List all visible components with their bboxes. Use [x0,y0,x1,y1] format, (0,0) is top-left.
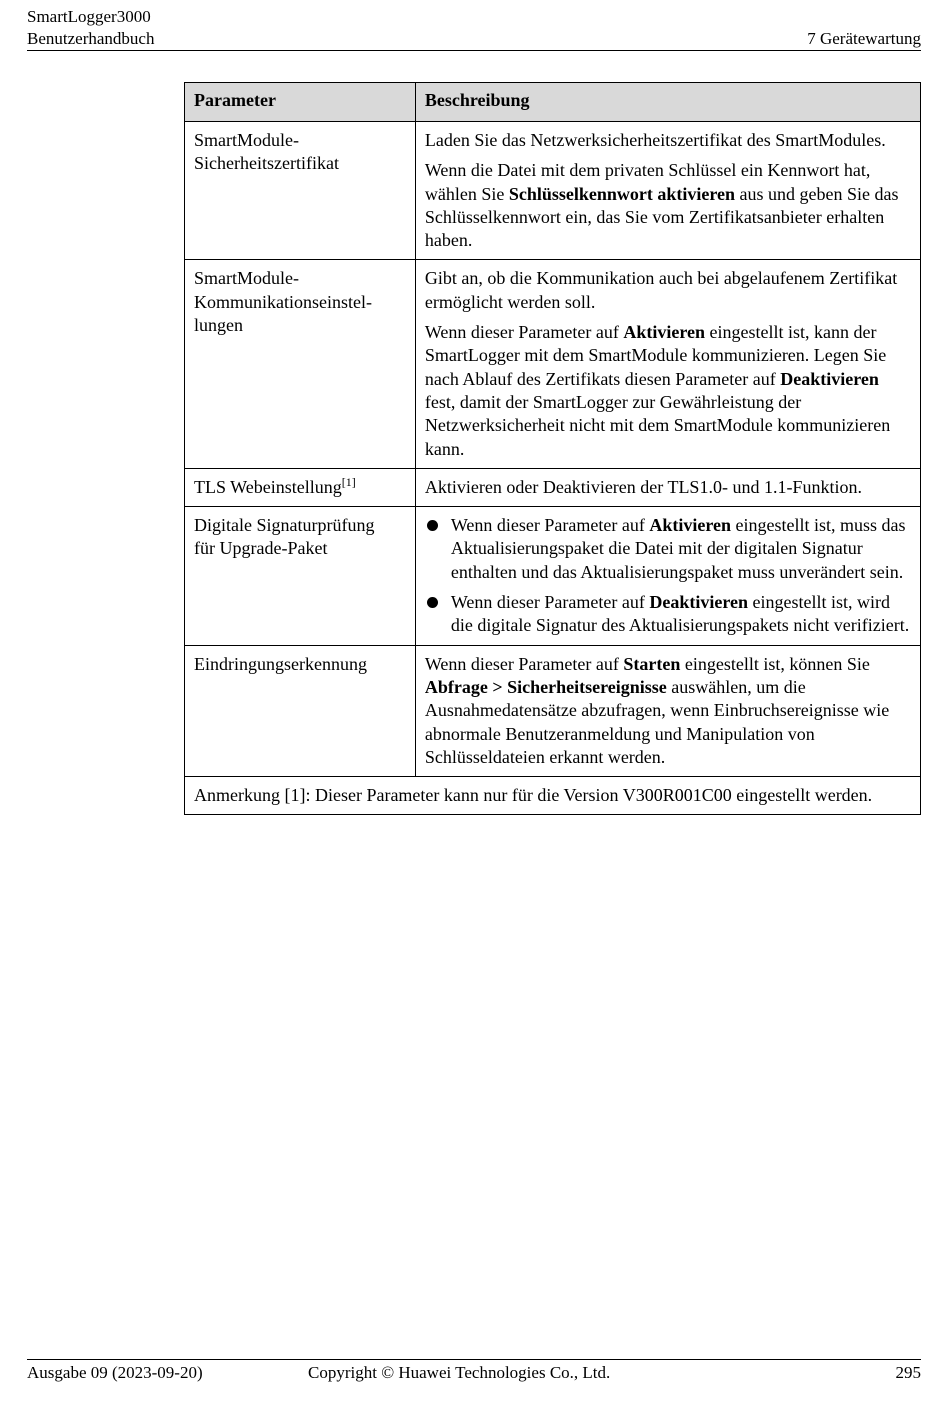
footnote-marker: [1] [341,474,356,489]
table-row [185,645,921,776]
parameter-name-line: Kommunikationseinstel- [194,291,372,312]
page-footer [27,1359,921,1390]
chapter-title: 7 Gerätewartung [807,29,921,48]
description-cell: Wenn dieser Parameter auf Starten eingestellt ist, können Sie Abfrage > Sicherheitsereignisse auswählen, um die Ausnahmedatensätze abzufragen, wenn Einbruchsereignisse wie abnormale Benutzeranmeldung und Manipulation von Schlüsseldateien erkannt werden. [415,645,920,776]
bullet-list [425,514,911,637]
column-header-description: Beschreibung [415,83,920,122]
parameter-name-line: lungen [194,315,243,336]
table-note-row [185,777,921,815]
edition-info: Ausgabe 09 (2023-09-20) [27,1363,203,1382]
page-header [27,6,921,51]
parameter-cell: Eindringungserkennung [185,645,416,776]
bullet-item: Wenn dieser Parameter auf Aktivieren eingestellt ist, muss das Aktualisierungspaket die Datei mit der digitalen Signatur enthalten und das Aktualisierungspaket muss unverändert sein. [425,514,911,584]
parameter-name-line: für Upgrade-Paket [194,538,328,559]
description-cell [415,507,920,645]
parameter-cell [185,507,416,645]
parameter-name-line: Digitale Signaturprüfung [194,515,375,536]
table-row [185,260,921,468]
parameter-cell [185,260,416,468]
description-cell: Aktivieren oder Deaktivieren der TLS1.0- und 1.1-Funktion. [415,468,920,506]
bullet-item: Wenn dieser Parameter auf Deaktivieren eingestellt ist, wird die digitale Signatur des Aktualisierungspakets nicht verifiziert. [425,591,911,638]
header-left [27,6,154,50]
parameter-cell: TLS Webeinstellung[1] [185,468,416,506]
column-header-parameter: Parameter [185,83,416,122]
description-paragraph: Gibt an, ob die Kommunikation auch bei abgelaufenem Zertifikat ermöglicht werden soll. [424,268,898,312]
bullet-dot-icon [427,597,438,608]
table-row [185,468,921,506]
description-paragraph: Wenn dieser Parameter auf Aktivieren eingestellt ist, kann der SmartLogger mit dem SmartModule kommunizieren. Legen Sie nach Ablauf des Zertifikats diesen Parameter auf Deaktivieren fest, damit der SmartLogger zur Gewährleistung der Netzwerksicherheit nicht mit dem SmartModule kommunizieren kann. [424,322,891,459]
document-type: Benutzerhandbuch [27,29,155,48]
parameter-name-line: SmartModule- [194,268,299,289]
copyright-notice: Copyright © Huawei Technologies Co., Ltd. [308,1363,611,1382]
parameter-table [184,82,921,815]
product-name: SmartLogger3000 [27,7,151,26]
table-row [185,507,921,645]
parameter-name-line: SmartModule- [194,130,299,150]
page-number: 295 [895,1363,921,1382]
table-header-row [185,83,921,122]
description-paragraph: Laden Sie das Netzwerksicherheitszertifikat des SmartModules. [424,130,886,150]
table-row [185,122,921,260]
description-paragraph: Wenn die Datei mit dem privaten Schlüssel ein Kennwort hat, wählen Sie Schlüsselkennwort aktivieren aus und geben Sie das Schlüsselkennwort ein, das Sie vom Zertifikatsanbieter erhalten haben. [424,160,899,251]
description-cell [415,122,920,260]
description-cell [415,260,920,468]
table-note: Anmerkung [1]: Dieser Parameter kann nur für die Version V300R001C00 eingestellt werden. [185,777,921,815]
parameter-cell [185,122,416,260]
parameter-name-line: Sicherheitszertifikat [194,153,339,174]
bullet-dot-icon [427,520,438,531]
